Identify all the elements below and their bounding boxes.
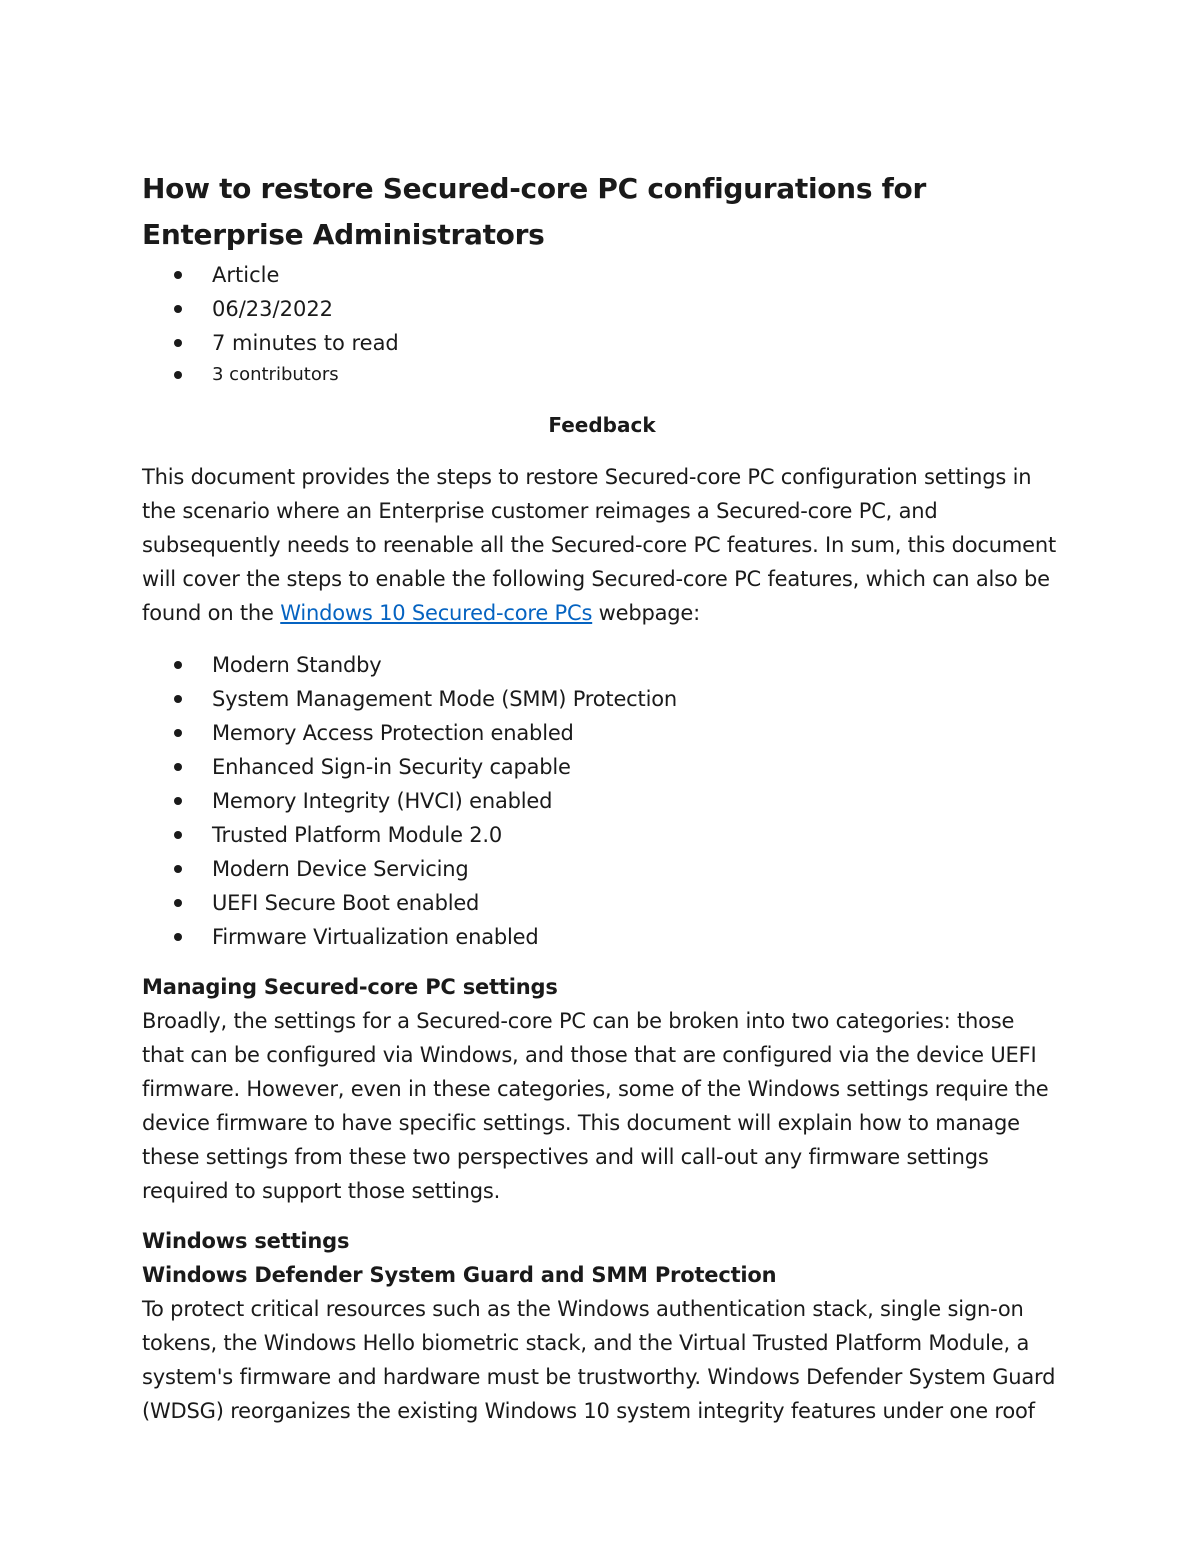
list-item: Modern Standby — [142, 648, 1062, 682]
article-meta-list — [142, 258, 1062, 390]
bullet-icon — [174, 933, 182, 941]
secured-core-pcs-link[interactable]: Windows 10 Secured-core PCs — [280, 601, 593, 625]
windows-settings-heading: Windows settings — [142, 1229, 350, 1253]
managing-paragraph: Broadly, the settings for a Secured-core PC can be broken into two categories: those that can be configured via Windows, and those that are configured via the device UEFI firmware. However, even in these categories, some of the Windows settings require the device firmware to have specific settings. This document will explain how to manage these settings from these two perspectives and will call-out any firmware settings required to support those settings. — [142, 1009, 1049, 1203]
document-page — [142, 166, 1062, 1428]
system-guard-paragraph: To protect critical resources such as the Windows authentication stack, single sign-on tokens, the Windows Hello biometric stack, and the Virtual Trusted Platform Module, a system's firmware and hardware must be trustworthy. Windows Defender System Guard (WDSG) reorganizes the existing Windows 10 system integrity features under one roof — [142, 1297, 1056, 1423]
meta-item-type: Article — [142, 258, 1062, 292]
list-item: Modern Device Servicing — [142, 852, 1062, 886]
list-item: Memory Integrity (HVCI) enabled — [142, 784, 1062, 818]
bullet-icon — [174, 899, 182, 907]
meta-item-read-time: 7 minutes to read — [142, 326, 1062, 360]
bullet-icon — [174, 729, 182, 737]
managing-heading: Managing Secured-core PC settings — [142, 975, 558, 999]
list-item: Memory Access Protection enabled — [142, 716, 1062, 750]
feature-list — [142, 648, 1062, 954]
meta-item-contributors: 3 contributors — [142, 360, 1062, 390]
list-item: Trusted Platform Module 2.0 — [142, 818, 1062, 852]
bullet-icon — [174, 831, 182, 839]
bullet-icon — [174, 271, 182, 279]
bullet-icon — [174, 371, 182, 379]
bullet-icon — [174, 695, 182, 703]
bullet-icon — [174, 865, 182, 873]
intro-paragraph: This document provides the steps to restore Secured-core PC configuration settings in the scenario where an Enterprise customer reimages a Secured-core PC, and subsequently needs to reenable all the Secured-core PC features. In sum, this document will cover the steps to enable the following Secured-core PC features, which can also be found on the Windows 10 Secured-core PCs webpage: — [142, 465, 1056, 625]
bullet-icon — [174, 305, 182, 313]
system-guard-heading: Windows Defender System Guard and SMM Protection — [142, 1263, 777, 1287]
bullet-icon — [174, 797, 182, 805]
feedback-heading: Feedback — [548, 413, 656, 437]
page-title: How to restore Secured-core PC configurations for Enterprise Administrators — [142, 172, 926, 251]
bullet-icon — [174, 763, 182, 771]
bullet-icon — [174, 339, 182, 347]
bullet-icon — [174, 661, 182, 669]
list-item: System Management Mode (SMM) Protection — [142, 682, 1062, 716]
list-item: UEFI Secure Boot enabled — [142, 886, 1062, 920]
list-item: Enhanced Sign-in Security capable — [142, 750, 1062, 784]
list-item: Firmware Virtualization enabled — [142, 920, 1062, 954]
meta-item-date: 06/23/2022 — [142, 292, 1062, 326]
